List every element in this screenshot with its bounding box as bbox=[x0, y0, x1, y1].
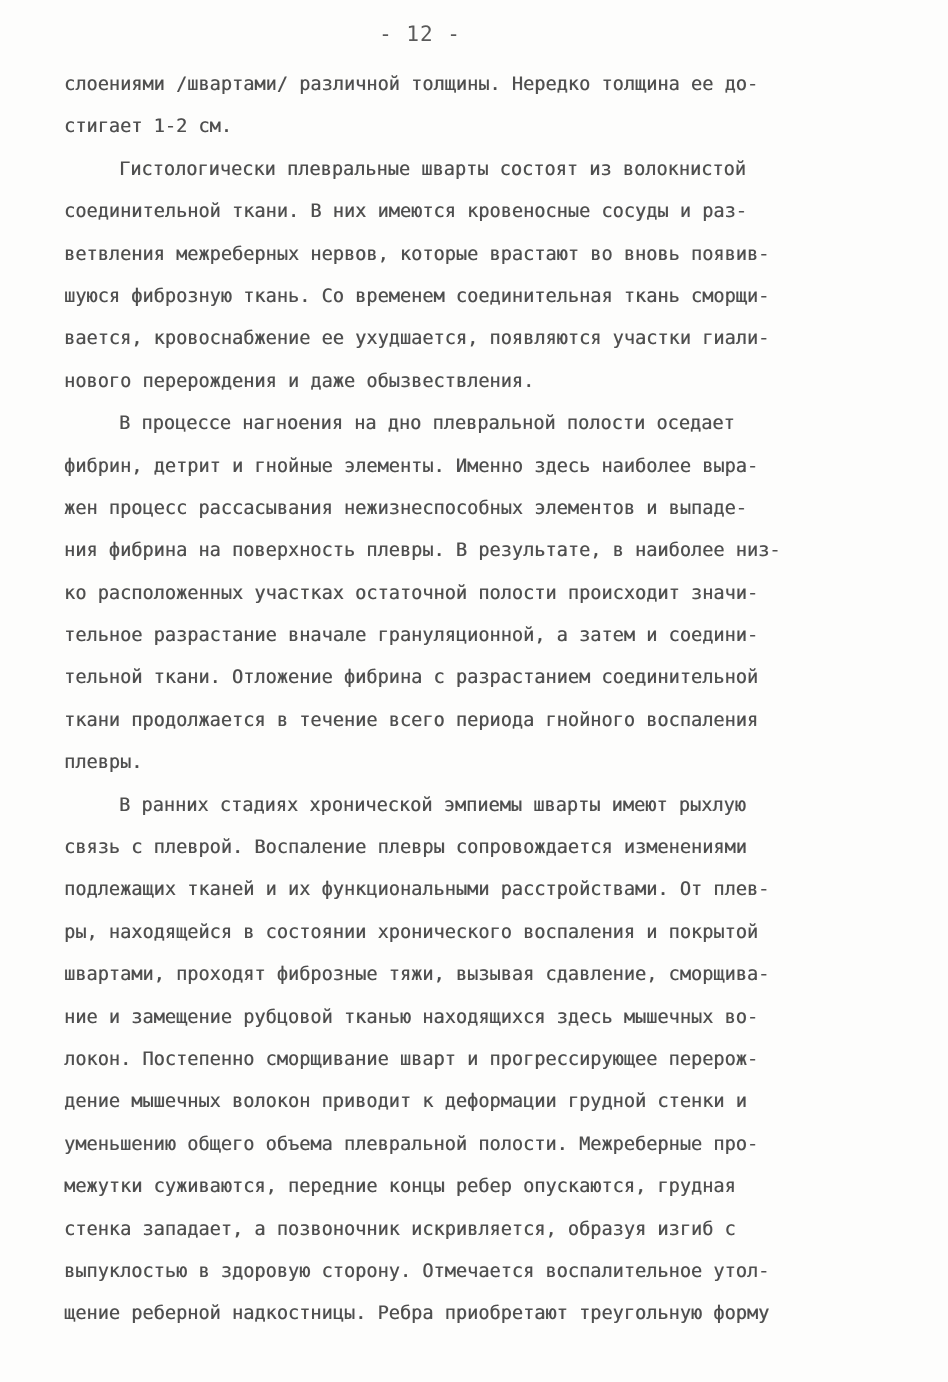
text-line: соединительной ткани. В них имеются кровеносные сосуды и раз- bbox=[64, 201, 747, 223]
text-line: Гистологически плевральные шварты состоят из волокнистой bbox=[119, 158, 746, 180]
paragraph bbox=[64, 149, 884, 403]
text-line: нового перерождения и даже обызвествления. bbox=[64, 370, 535, 392]
text-line: дение мышечных волокон приводит к деформации грудной стенки и bbox=[64, 1091, 747, 1113]
text-line: В ранних стадиях хронической эмпиемы шварты имеют рыхлую bbox=[119, 794, 746, 816]
text-line: швартами, проходят фиброзные тяжи, вызывая сдавление, сморщива- bbox=[64, 964, 770, 986]
text-line: уменьшению общего объема плевральной полости. Межреберные про- bbox=[64, 1133, 759, 1155]
text-line: щение реберной надкостницы. Ребра приобретают треугольную форму bbox=[64, 1303, 770, 1325]
text-line: тельной ткани. Отложение фибрина с разрастанием соединительной bbox=[64, 667, 759, 689]
paragraph bbox=[64, 64, 884, 149]
text-line: фибрин, детрит и гнойные элементы. Именно здесь наиболее выра- bbox=[64, 455, 759, 477]
page-number: - 12 - bbox=[379, 22, 461, 46]
text-line: слоениями /швартами/ различной толщины. Нередко толщина ее до- bbox=[64, 74, 759, 95]
body-text bbox=[64, 64, 884, 1336]
text-line: шуюся фиброзную ткань. Со временем соединительная ткань сморщи- bbox=[64, 285, 770, 307]
text-line: жен процесс рассасывания нежизнеспособных элементов и выпаде- bbox=[64, 497, 747, 519]
text-line: выпуклостью в здоровую сторону. Отмечается воспалительное утол- bbox=[64, 1260, 770, 1282]
text-line: ткани продолжается в течение всего периода гнойного воспаления bbox=[64, 709, 759, 731]
text-line: ры, находящейся в состоянии хронического воспаления и покрытой bbox=[64, 921, 759, 943]
text-line: межутки суживаются, передние концы ребер опускаются, грудная bbox=[64, 1176, 736, 1198]
text-line: тельное разрастание вначале грануляционной, а затем и соедини- bbox=[64, 625, 759, 647]
text-line: В процессе нагноения на дно плевральной полости оседает bbox=[119, 413, 735, 435]
paragraph bbox=[64, 403, 884, 785]
text-line: стигает 1-2 см. bbox=[64, 116, 232, 138]
text-line: связь с плеврой. Воспаление плевры сопровождается изменениями bbox=[64, 837, 747, 859]
paragraph bbox=[64, 785, 884, 1336]
text-line: ния фибрина на поверхность плевры. В результате, в наиболее низ- bbox=[64, 540, 781, 562]
text-line: стенка западает, а позвоночник искривляется, образуя изгиб с bbox=[64, 1218, 736, 1240]
text-line: ние и замещение рубцовой тканью находящихся здесь мышечных во- bbox=[64, 1006, 759, 1028]
text-line: вается, кровоснабжение ее ухудшается, появляются участки гиали- bbox=[64, 328, 770, 350]
text-line: подлежащих тканей и их функциональными расстройствами. От плев- bbox=[64, 879, 770, 901]
text-line: плевры. bbox=[64, 752, 143, 774]
text-line: ветвления межреберных нервов, которые врастают во вновь появив- bbox=[64, 243, 770, 265]
text-line: ко расположенных участках остаточной полости происходит значи- bbox=[64, 582, 759, 604]
text-line: локон. Постепенно сморщивание шварт и прогрессирующее перерож- bbox=[64, 1048, 759, 1070]
